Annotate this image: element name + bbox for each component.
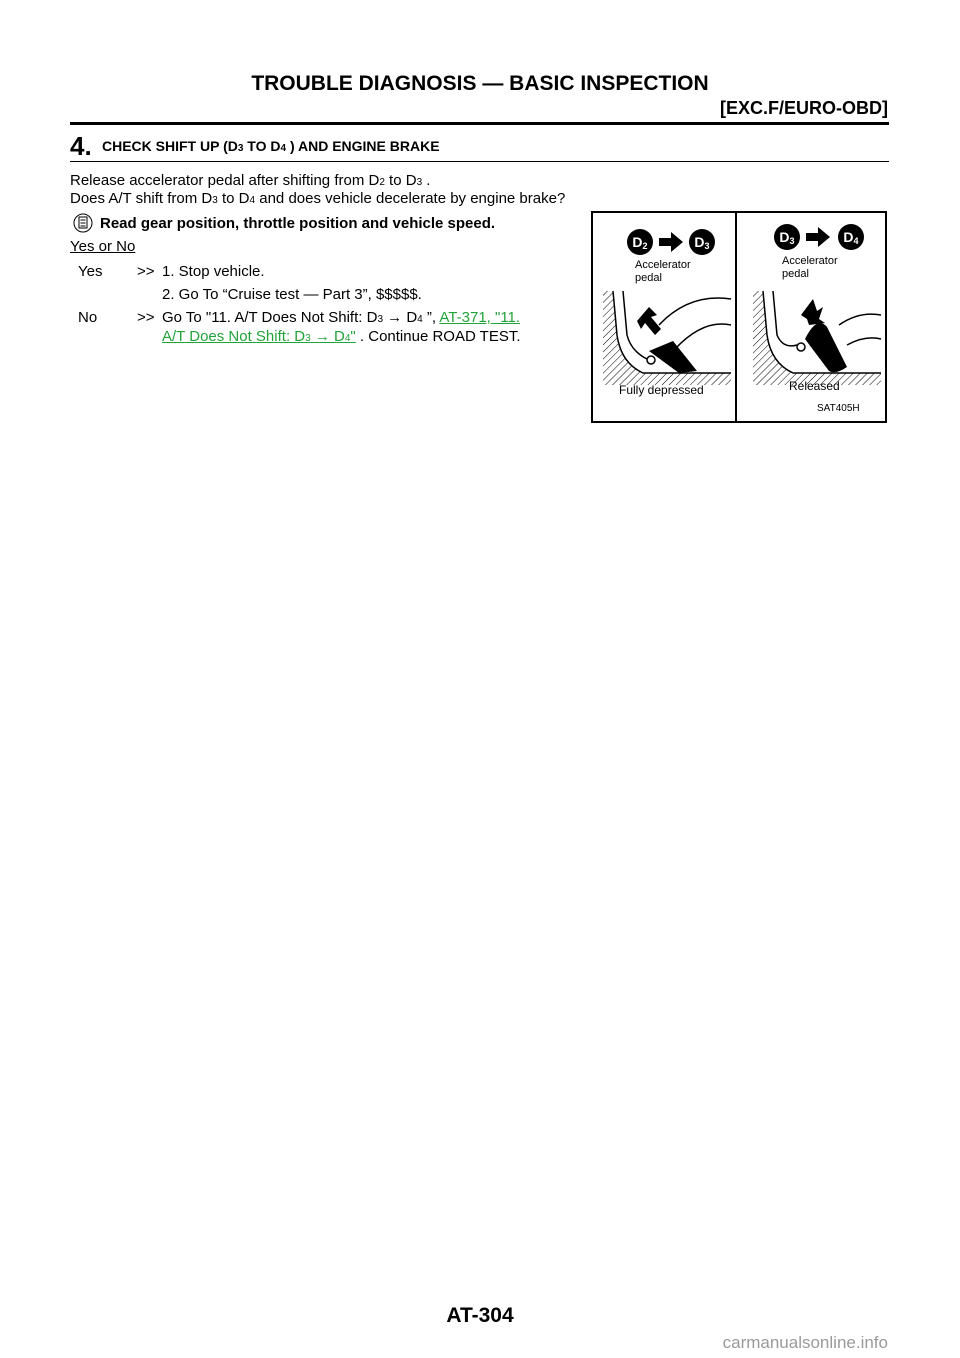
pedal-released-drawing (743, 285, 883, 385)
instruction-text: Read gear position, throttle position and vehicle speed. (100, 215, 496, 232)
header-rule (70, 122, 889, 125)
label-accelerator-right: Accelerator pedal (782, 255, 838, 280)
figure-divider (735, 213, 737, 421)
page-header-subtitle: [EXC.F/EURO-OBD] (720, 98, 888, 118)
label-accelerator-left: Accelerator pedal (635, 259, 691, 284)
step-number: 4. (70, 131, 92, 161)
answer-yes-step-1: 1. Stop vehicle. (162, 263, 265, 280)
gear-badge-d3: $D_3$ (774, 224, 800, 250)
gear-badge-d2: $D_2$ (627, 229, 653, 255)
answer-yes-label: Yes (78, 263, 103, 280)
answer-yes-step-2: 2. Go To “Cruise test — Part 3”, $$$$$. (162, 286, 422, 303)
yes-or-no-heading: Yes or No (70, 238, 136, 255)
body-line-2: Does A/T shift from D3 to D4 and does vehicle decelerate by engine brake? (70, 190, 566, 207)
gear-badge-d4: $D_4$ (838, 224, 864, 250)
consult-tester-icon (72, 212, 94, 234)
answer-no-arrow: >> (137, 309, 155, 326)
page-header-title: TROUBLE DIAGNOSIS — BASIC INSPECTION (251, 72, 709, 95)
arrow-right-icon (659, 232, 683, 252)
figure-code: SAT405H (817, 403, 860, 414)
caption-released: Released (789, 379, 840, 393)
pedal-fully-depressed-drawing (599, 285, 733, 385)
step-title: CHECK SHIFT UP (D3 TO D4 ) AND ENGINE BRAKE (102, 138, 440, 154)
step-rule (70, 161, 889, 162)
watermark: carmanualsonline.info (722, 1333, 888, 1352)
reference-link[interactable]: AT-371, "11. (439, 309, 521, 326)
page-number: AT-304 (446, 1304, 514, 1327)
answer-no-line-2: A/T Does Not Shift: D3 → D4" . Continue ROAD TEST. (162, 328, 521, 345)
reference-link-continued[interactable]: A/T Does Not Shift: D3 → D4" (162, 328, 356, 345)
body-line-1: Release accelerator pedal after shifting from D2 to D3 . (70, 172, 431, 189)
answer-no-line-1: Go To "11. A/T Does Not Shift: D3 → D4 ”, AT-371, "11. (162, 309, 521, 326)
caption-fully-depressed: Fully depressed (619, 383, 704, 397)
gear-badge-d3: $D_3$ (689, 229, 715, 255)
pedal-illustration (591, 211, 887, 423)
answer-no-label: No (78, 309, 98, 326)
answer-yes-arrow: >> (137, 263, 155, 280)
arrow-right-icon (806, 227, 830, 247)
